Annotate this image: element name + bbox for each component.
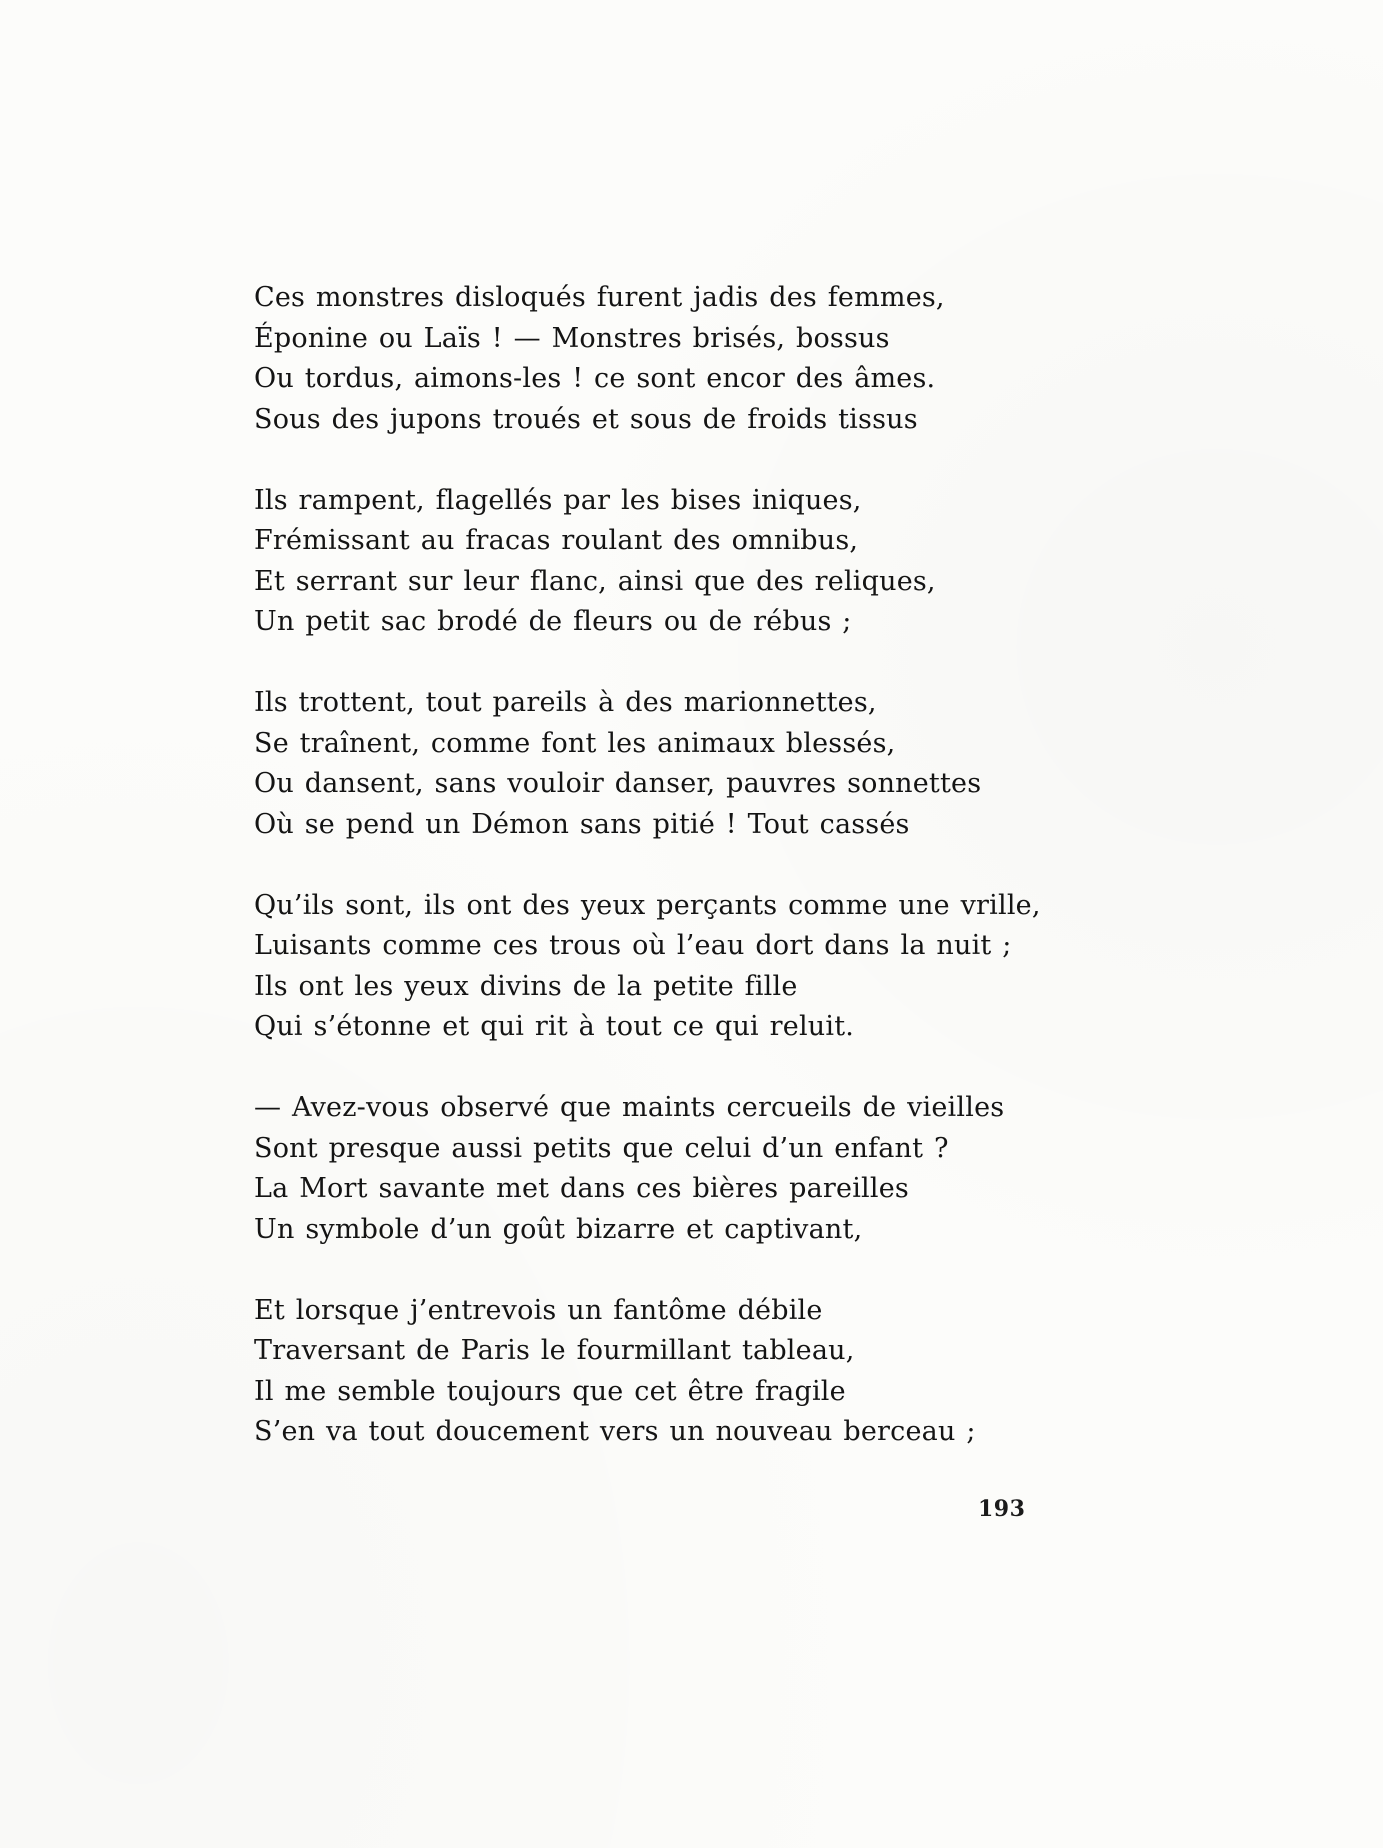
verse-line: Ou dansent, sans vouloir danser, pauvres sonnettes [254, 768, 982, 799]
verse-line: Ils rampent, flagellés par les bises iniques, [254, 484, 862, 516]
stanza-2 [254, 481, 1254, 643]
verse-line: Un petit sac brodé de fleurs ou de rébus ; [254, 606, 852, 637]
verse-line: Se traînent, comme font les animaux blessés, [254, 727, 896, 759]
verse-line: Qui s’étonne et qui rit à tout ce qui reluit. [254, 1011, 855, 1042]
verse-line: Qu’ils sont, ils ont des yeux perçants comme une vrille, [254, 889, 1041, 921]
verse-line: Frémissant au fracas roulant des omnibus, [254, 525, 859, 556]
verse-line: Où se pend un Démon sans pitié ! Tout cassés [254, 808, 910, 840]
verse-line: Luisants comme ces trous où l’eau dort dans la nuit ; [254, 930, 1012, 961]
verse-line: Un symbole d’un goût bizarre et captivant, [254, 1213, 863, 1245]
verse-line: Ils trottent, tout pareils à des marionnettes, [254, 687, 877, 718]
page-number: 193 [978, 1496, 1026, 1522]
stanza-6 [254, 1291, 1254, 1453]
verse-line: Ou tordus, aimons-les ! ce sont encor des âmes. [254, 363, 936, 394]
stanza-3 [254, 683, 1254, 845]
verse-line: La Mort savante met dans ces bières pareilles [254, 1173, 909, 1204]
verse-line: Ces monstres disloqués furent jadis des femmes, [254, 282, 945, 313]
poem-text [254, 278, 1254, 1493]
verse-line: Éponine ou Laïs ! — Monstres brisés, bossus [254, 322, 890, 354]
verse-line: Il me semble toujours que cet être fragile [254, 1375, 846, 1407]
verse-line: Sous des jupons troués et sous de froids tissus [254, 403, 918, 435]
verse-line: Et lorsque j’entrevois un fantôme débile [254, 1294, 823, 1326]
verse-line: Sont presque aussi petits que celui d’un enfant ? [254, 1132, 949, 1164]
stanza-4 [254, 886, 1254, 1048]
verse-line: Traversant de Paris le fourmillant tableau, [254, 1335, 855, 1366]
stanza-5 [254, 1088, 1254, 1250]
verse-line: S’en va tout doucement vers un nouveau berceau ; [254, 1416, 976, 1447]
verse-line: Ils ont les yeux divins de la petite fille [254, 970, 798, 1002]
verse-line: — Avez-vous observé que maints cercueils de vieilles [254, 1092, 1005, 1123]
stanza-1 [254, 278, 1254, 440]
verse-line: Et serrant sur leur flanc, ainsi que des reliques, [254, 565, 936, 597]
